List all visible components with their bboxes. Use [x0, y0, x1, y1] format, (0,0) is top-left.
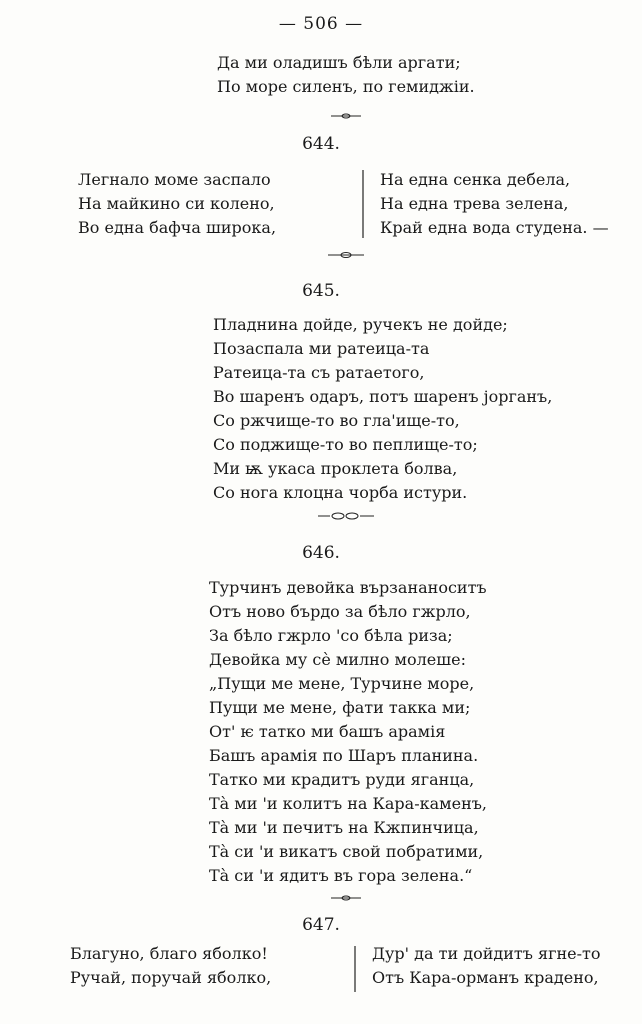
- song-647-right-column: [372, 942, 601, 990]
- verse-line: „Пущи ме мене, Турчине море,: [209, 674, 475, 693]
- verse-line: Татко ми крадитъ руди яганца,: [209, 770, 475, 789]
- verse-line: Легнало моме заспало: [78, 170, 271, 189]
- verse-line: Во една бафча широка,: [78, 218, 277, 237]
- verse-line: От' ѥ татко ми башъ арамія: [209, 722, 446, 741]
- verse-line: Ратеица-та съ ратаетого,: [213, 363, 425, 382]
- verse-line: Со поджище-то во пеплище-то;: [213, 435, 478, 454]
- ornament-divider: [0, 249, 642, 261]
- verse-line: Дур' да ти дойдитъ ягне-то: [372, 944, 601, 963]
- verse-line: Отъ ново бърдо за бѣло гжрло,: [209, 602, 471, 621]
- verse-line: Ручай, поручай яболко,: [70, 968, 272, 987]
- song-644-left-column: [78, 168, 276, 240]
- verse-line: Пущи ме мене, фати такка ми;: [209, 698, 471, 717]
- verse-line: Край една вода студена. —: [380, 218, 609, 237]
- ornament-divider: [0, 510, 642, 522]
- verse-line: По море силенъ, по гемиджіи.: [217, 77, 475, 96]
- verse-line: Тà ми 'и колитъ на Кара-каменъ,: [209, 794, 487, 813]
- verse-line: Башъ арамія по Шаръ планина.: [209, 746, 479, 765]
- song-number-644: 644.: [302, 134, 340, 154]
- ornament-divider: [0, 892, 642, 904]
- verse-line: Со ржчище-то во гла'ище-то,: [213, 411, 460, 430]
- verse-line: Пладнина дойде, ручекъ не дойде;: [213, 315, 508, 334]
- column-brace: [352, 946, 358, 992]
- song-646-text: [209, 576, 487, 888]
- verse-line: На една трева зелена,: [380, 194, 569, 213]
- verse-line: На една сенка дебела,: [380, 170, 571, 189]
- verse-line: Тà ми 'и печитъ на Кжпинчица,: [209, 818, 479, 837]
- verse-line: Во шаренъ одаръ, потъ шаренъ јорганъ,: [213, 387, 553, 406]
- page-number: — 506 —: [278, 14, 364, 34]
- verse-line: Со нога клоцна чорба истури.: [213, 483, 468, 502]
- verse-line: Турчинъ девойка вързананоситъ: [209, 578, 487, 597]
- verse-line: Тà си 'и викатъ свой побратими,: [209, 842, 484, 861]
- ornament-divider: [0, 110, 642, 122]
- verse-line: Ми ѭ укаса проклета болва,: [213, 459, 458, 478]
- verse-line: Тà си 'и ядитъ въ гора зелена.“: [209, 866, 473, 885]
- song-number-645: 645.: [302, 281, 340, 301]
- song-number-646: 646.: [302, 543, 340, 563]
- song-number-647: 647.: [302, 915, 340, 935]
- verse-line: Да ми оладишъ бѣли аргати;: [217, 53, 461, 72]
- song-647-left-column: [70, 942, 271, 990]
- verse-line: Благуно, благо яболко!: [70, 944, 268, 963]
- verse-line: Позаспала ми ратеица-та: [213, 339, 430, 358]
- verse-line: На майкино си колено,: [78, 194, 275, 213]
- song-644-right-column: [380, 168, 609, 240]
- column-brace: [360, 170, 366, 238]
- verse-line: Девойка му сѐ милно молеше:: [209, 650, 466, 669]
- song-645-text: [213, 313, 552, 505]
- verse-line: Отъ Кара-орманъ крадено,: [372, 968, 599, 987]
- verse-line: За бѣло гжрло 'со бѣла риза;: [209, 626, 453, 645]
- intro-stanza: [217, 51, 475, 99]
